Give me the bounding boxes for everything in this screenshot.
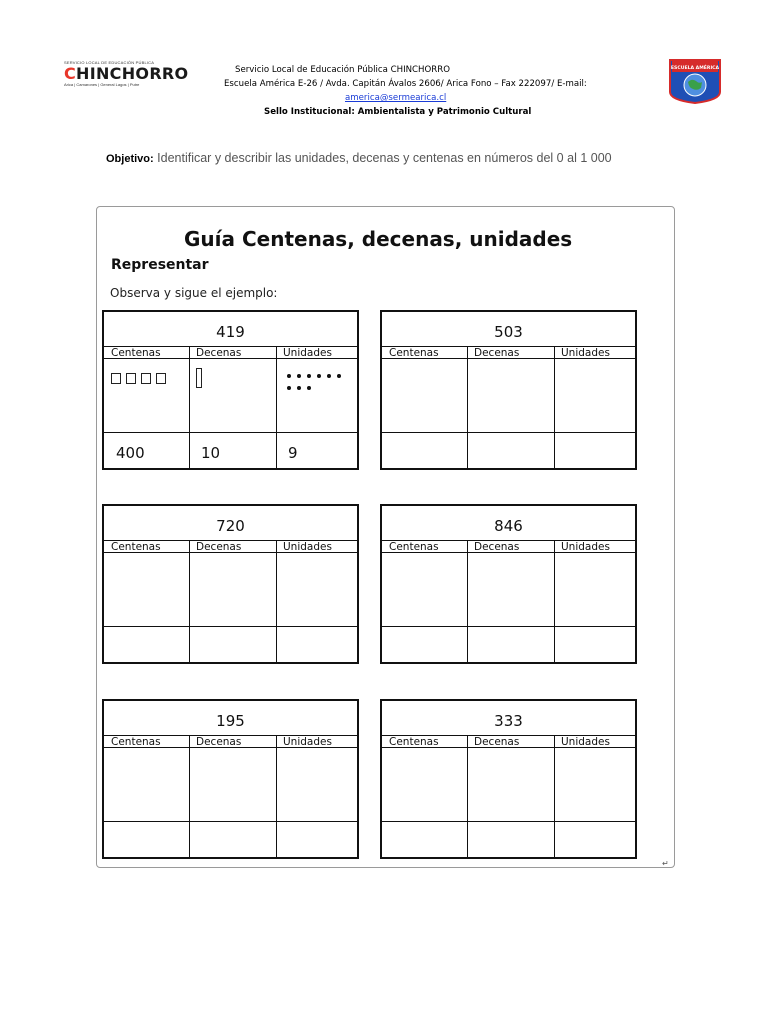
value-cell: 9 — [288, 444, 298, 462]
column-header-decenas: Decenas — [474, 347, 520, 359]
table-divider — [382, 626, 635, 627]
column-divider — [189, 735, 190, 859]
hundred-block-icon — [141, 373, 151, 384]
worksheet-instruction: Observa y sigue el ejemplo: — [110, 286, 278, 300]
header-line-4: Sello Institucional: Ambientalista y Patrimonio Cultural — [264, 107, 532, 117]
place-value-card — [380, 310, 637, 470]
objective-label: Objetivo: — [106, 153, 154, 165]
column-divider — [554, 540, 555, 664]
unit-dot-icon — [307, 374, 311, 378]
hundred-block-icon — [156, 373, 166, 384]
corner-mark: ↵ — [662, 859, 669, 868]
unit-dot-icon — [337, 374, 341, 378]
unit-dot-icon — [317, 374, 321, 378]
hundred-block-icon — [111, 373, 121, 384]
card-number: 720 — [216, 517, 245, 535]
table-divider — [104, 821, 357, 822]
column-header-unidades: Unidades — [283, 736, 332, 748]
unit-dot-icon — [287, 374, 291, 378]
crest-text: ESCUELA AMÉRICA — [670, 66, 720, 71]
column-header-unidades: Unidades — [283, 541, 332, 553]
unit-dot-icon — [307, 386, 311, 390]
column-divider — [276, 735, 277, 859]
column-header-decenas: Decenas — [196, 736, 242, 748]
table-divider — [382, 432, 635, 433]
card-number: 846 — [494, 517, 523, 535]
column-divider — [276, 346, 277, 470]
place-value-card — [380, 504, 637, 664]
column-header-decenas: Decenas — [474, 541, 520, 553]
column-header-centenas: Centenas — [111, 736, 161, 748]
header-line-1: Servicio Local de Educación Pública CHINCHORRO — [235, 65, 450, 75]
place-value-card — [102, 504, 359, 664]
table-divider — [104, 432, 357, 433]
worksheet-title: Guía Centenas, decenas, unidades — [184, 227, 573, 251]
logo-subtitle: Arica | Camarones | General Lagos | Putre — [64, 82, 140, 87]
column-divider — [467, 735, 468, 859]
column-header-decenas: Decenas — [474, 736, 520, 748]
unit-dot-icon — [297, 386, 301, 390]
objective-text: Identificar y describir las unidades, decenas y centenas en números del 0 al 1 000 — [157, 151, 612, 165]
column-divider — [554, 735, 555, 859]
place-value-card — [102, 699, 359, 859]
chinchorro-logo — [64, 60, 214, 94]
email-link[interactable]: america@sermearica.cl — [345, 93, 447, 103]
logo-small-text: SERVICIO LOCAL DE EDUCACIÓN PÚBLICA — [64, 60, 155, 65]
value-cell: 10 — [201, 444, 221, 462]
column-header-unidades: Unidades — [561, 736, 610, 748]
card-number: 195 — [216, 712, 245, 730]
school-crest-icon — [668, 58, 722, 104]
logo-name: CHINCHORRO — [64, 64, 189, 83]
hundred-block-icon — [126, 373, 136, 384]
card-number: 503 — [494, 323, 523, 341]
worksheet-subtitle: Representar — [111, 257, 209, 273]
header-email-line — [214, 91, 584, 105]
column-header-decenas: Decenas — [196, 541, 242, 553]
header-line-2: Escuela América E-26 / Avda. Capitán Ávalos 2606/ Arica Fono – Fax 222097/ E-mail: — [224, 79, 587, 89]
table-divider — [104, 626, 357, 627]
place-value-card — [380, 699, 637, 859]
ten-rod-icon — [196, 368, 202, 388]
column-header-centenas: Centenas — [111, 541, 161, 553]
column-header-decenas: Decenas — [196, 347, 242, 359]
column-header-centenas: Centenas — [389, 736, 439, 748]
column-divider — [467, 540, 468, 664]
objective — [106, 151, 612, 165]
column-header-unidades: Unidades — [561, 347, 610, 359]
table-divider — [382, 821, 635, 822]
column-header-unidades: Unidades — [283, 347, 332, 359]
column-header-unidades: Unidades — [561, 541, 610, 553]
unit-dot-icon — [297, 374, 301, 378]
value-cell: 400 — [116, 444, 145, 462]
column-header-centenas: Centenas — [111, 347, 161, 359]
column-divider — [467, 346, 468, 470]
column-header-centenas: Centenas — [389, 541, 439, 553]
school-header — [214, 63, 587, 119]
column-divider — [189, 346, 190, 470]
card-number: 419 — [216, 323, 245, 341]
column-header-centenas: Centenas — [389, 347, 439, 359]
card-number: 333 — [494, 712, 523, 730]
unit-dot-icon — [327, 374, 331, 378]
place-value-card — [102, 310, 359, 470]
column-divider — [276, 540, 277, 664]
unit-dot-icon — [287, 386, 291, 390]
column-divider — [189, 540, 190, 664]
column-divider — [554, 346, 555, 470]
